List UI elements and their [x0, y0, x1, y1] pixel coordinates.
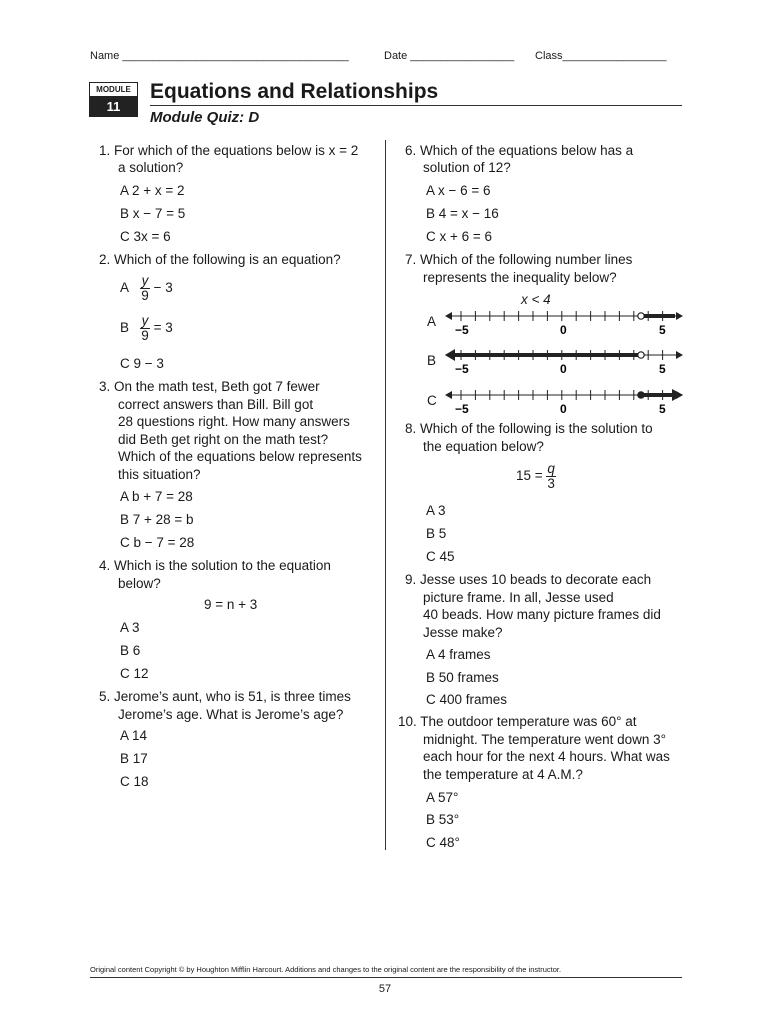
tick-label-b-5: 5 — [659, 362, 666, 376]
q5-option-a[interactable]: A 14 — [120, 728, 148, 743]
q8-fraction — [546, 462, 556, 491]
tick-label-a-neg5: −5 — [455, 323, 469, 337]
q2-option-b[interactable] — [120, 314, 173, 343]
q9-stem-1: 9. Jesse uses 10 beads to decorate each — [405, 572, 652, 587]
q10-option-b[interactable]: B 53° — [426, 812, 460, 827]
q7-stem-1: 7. Which of the following number lines — [405, 252, 633, 267]
q8-stem-1: 8. Which of the following is the solution to — [405, 421, 653, 436]
copyright-notice: Original content Copyright © by Houghton Mifflin Harcourt. Additions and changes to the original content are the responsibility of the instructor. — [90, 965, 562, 974]
q6-option-a[interactable]: A x − 6 = 6 — [426, 183, 491, 198]
q2-b-num: y — [141, 313, 149, 328]
q2-b-label: B — [120, 320, 130, 336]
q2-option-a[interactable] — [120, 274, 173, 303]
q8-num: q — [547, 461, 555, 476]
q1-option-a[interactable]: A 2 + x = 2 — [120, 183, 185, 198]
q9-stem-3: 40 beads. How many picture frames did — [423, 607, 661, 622]
q2-stem: 2. Which of the following is an equation? — [99, 252, 341, 267]
q8-equation — [516, 462, 556, 491]
q1-option-c[interactable]: C 3x = 6 — [120, 229, 171, 244]
q4-equation: 9 = n + 3 — [204, 597, 258, 612]
q9-option-a[interactable]: A 4 frames — [426, 647, 491, 662]
q2-a-label: A — [120, 280, 130, 296]
q10-stem-1: 10. The outdoor temperature was 60° at — [398, 714, 637, 729]
q3-stem-5: Which of the equations below represents — [118, 449, 362, 464]
name-field[interactable]: Name _____________________________________ — [90, 50, 349, 62]
q1-stem-2: a solution? — [118, 160, 184, 175]
module-tag: MODULE — [89, 82, 138, 97]
q2-b-rest: = 3 — [153, 320, 173, 336]
date-field[interactable]: Date _________________ — [384, 50, 515, 62]
page-number: 57 — [378, 983, 392, 995]
open-circle-b — [638, 352, 644, 358]
q7-stem-2: represents the inequality below? — [423, 269, 617, 285]
title-rule — [150, 105, 682, 106]
closed-circle-c — [638, 392, 644, 398]
q2-a-den: 9 — [141, 288, 149, 303]
class-field[interactable]: Class_________________ — [535, 50, 667, 62]
q3-option-a[interactable]: A b + 7 = 28 — [120, 489, 193, 504]
q10-stem-4: the temperature at 4 A.M.? — [423, 766, 583, 782]
q6-stem-2: solution of 12? — [423, 160, 511, 175]
tick-label-a-5: 5 — [659, 323, 666, 337]
q3-stem-2: correct answers than Bill. Bill got — [118, 396, 314, 412]
q9-option-c[interactable]: C 400 frames — [426, 692, 508, 707]
page-title: Equations and Relationships — [150, 80, 439, 103]
tick-label-c-5: 5 — [659, 402, 666, 416]
footer-rule — [90, 977, 682, 978]
q8-eq-left: 15 = — [516, 468, 543, 484]
q10-stem-3: each hour for the next 4 hours. What was — [423, 749, 670, 764]
module-badge — [89, 82, 138, 116]
q6-option-b[interactable]: B 4 = x − 16 — [426, 206, 499, 221]
q7-option-b-label[interactable]: B — [427, 353, 437, 368]
q7-inequality: x < 4 — [521, 292, 551, 307]
q5-option-c[interactable]: C 18 — [120, 774, 149, 789]
q4-stem-2: below? — [118, 575, 161, 591]
q3-option-b[interactable]: B 7 + 28 = b — [120, 512, 194, 527]
tick-label-a-0: 0 — [560, 323, 567, 337]
q3-option-c[interactable]: C b − 7 = 28 — [120, 535, 195, 550]
module-number: 11 — [89, 97, 138, 117]
q2-a-fraction — [140, 274, 150, 303]
tick-label-c-0: 0 — [560, 402, 567, 416]
q7-option-c-label[interactable]: C — [427, 393, 437, 408]
q5-option-b[interactable]: B 17 — [120, 751, 148, 766]
q6-stem-1: 6. Which of the equations below has a — [405, 143, 634, 158]
q2-option-c[interactable]: C 9 − 3 — [120, 356, 164, 371]
q8-option-c[interactable]: C 45 — [426, 549, 455, 564]
number-line-b[interactable] — [445, 345, 685, 377]
q5-stem-2: Jerome’s age. What is Jerome’s age? — [118, 706, 344, 722]
open-circle-a — [638, 313, 644, 319]
q10-stem-2: midnight. The temperature went down 3° — [423, 731, 667, 747]
number-line-a[interactable] — [445, 306, 685, 338]
q1-option-b[interactable]: B x − 7 = 5 — [120, 206, 186, 221]
tick-label-b-0: 0 — [560, 362, 567, 376]
q6-option-c[interactable]: C x + 6 = 6 — [426, 229, 493, 244]
q8-stem-2: the equation below? — [423, 438, 544, 454]
q7-option-a-label[interactable]: A — [427, 314, 437, 329]
q2-b-den: 9 — [141, 328, 149, 343]
q2-b-fraction — [140, 314, 150, 343]
q9-stem-2: picture frame. In all, Jesse used — [423, 589, 614, 605]
q8-den: 3 — [547, 476, 555, 491]
number-line-c[interactable] — [445, 385, 685, 417]
q8-option-b[interactable]: B 5 — [426, 526, 447, 541]
page-subtitle: Module Quiz: D — [150, 109, 260, 126]
q2-a-num: y — [141, 273, 149, 288]
q4-stem-1: 4. Which is the solution to the equation — [99, 558, 331, 573]
q4-option-c[interactable]: C 12 — [120, 666, 149, 681]
tick-label-b-neg5: −5 — [455, 362, 469, 376]
q9-option-b[interactable]: B 50 frames — [426, 670, 499, 685]
q4-option-a[interactable]: A 3 — [120, 620, 140, 635]
q3-stem-1: 3. On the math test, Beth got 7 fewer — [99, 379, 320, 394]
q10-option-c[interactable]: C 48° — [426, 835, 460, 850]
q3-stem-3: 28 questions right. How many answers — [118, 414, 350, 429]
q9-stem-4: Jesse make? — [423, 624, 503, 640]
tick-label-c-neg5: −5 — [455, 402, 469, 416]
q2-a-rest: − 3 — [153, 280, 173, 296]
q1-stem-1: 1. For which of the equations below is x = 2 — [99, 143, 359, 158]
q4-option-b[interactable]: B 6 — [120, 643, 141, 658]
q8-option-a[interactable]: A 3 — [426, 503, 446, 518]
q5-stem-1: 5. Jerome’s aunt, who is 51, is three times — [99, 689, 351, 704]
q3-stem-6: this situation? — [118, 466, 201, 482]
column-divider — [385, 140, 386, 850]
q10-option-a[interactable]: A 57° — [426, 790, 459, 805]
q3-stem-4: did Beth get right on the math test? — [118, 431, 329, 447]
